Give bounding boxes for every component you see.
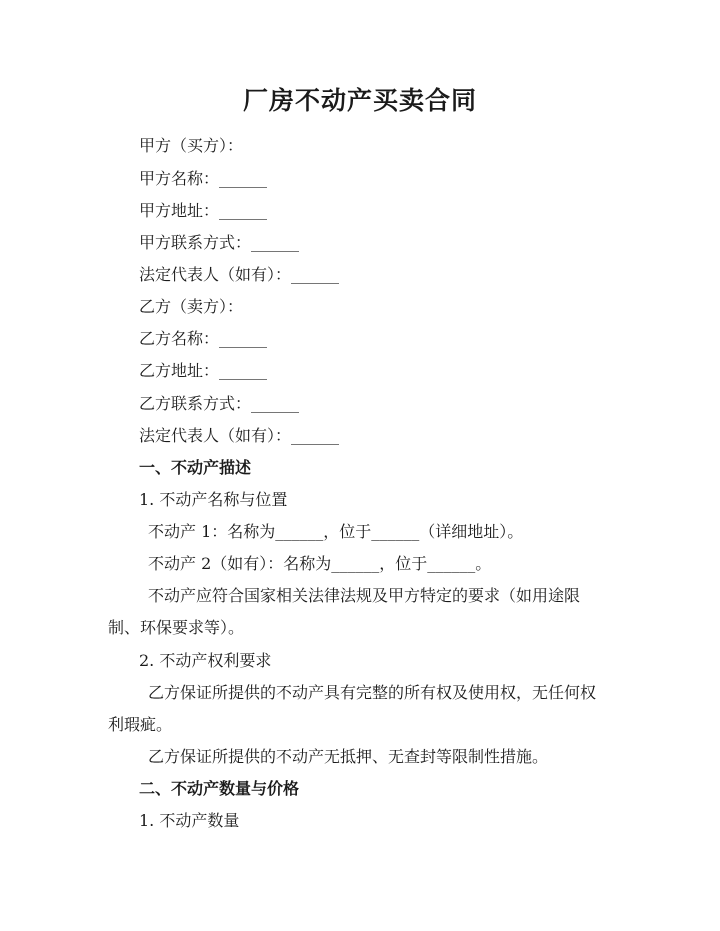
party-b-legal-rep: 法定代表人（如有）：______ — [139, 426, 340, 445]
rights-paragraph-line-2: 利瑕疵。 — [108, 715, 173, 734]
party-a-contact: 甲方联系方式：______ — [139, 233, 300, 252]
party-b-heading: 乙方（卖方）： — [139, 297, 244, 316]
party-a-name: 甲方名称：______ — [139, 169, 268, 188]
document-title: 厂房不动产买卖合同 — [242, 86, 477, 115]
party-b-name: 乙方名称：______ — [139, 329, 268, 348]
subsection-1-1: 1. 不动产名称与位置 — [139, 490, 288, 509]
subsection-1-2: 2. 不动产权利要求 — [139, 651, 272, 670]
subsection-2-1: 1. 不动产数量 — [139, 811, 240, 830]
party-a-address: 甲方地址：______ — [139, 201, 268, 220]
no-encumbrance-paragraph: 乙方保证所提供的不动产无抵押、无查封等限制性措施。 — [148, 747, 549, 766]
compliance-paragraph-line-1: 不动产应符合国家相关法律法规及甲方特定的要求（如用途限 — [148, 586, 581, 605]
section-1-heading: 一、不动产描述 — [139, 458, 252, 477]
party-b-contact: 乙方联系方式：______ — [139, 394, 300, 413]
party-b-address: 乙方地址：______ — [139, 361, 268, 380]
section-2-heading: 二、不动产数量与价格 — [139, 779, 300, 798]
party-a-heading: 甲方（买方）： — [139, 136, 244, 155]
party-a-legal-rep: 法定代表人（如有）：______ — [139, 265, 340, 284]
compliance-paragraph-line-2: 制、环保要求等）。 — [108, 618, 245, 637]
rights-paragraph-line-1: 乙方保证所提供的不动产具有完整的所有权及使用权，无任何权 — [148, 683, 597, 702]
property-1-line: 不动产 1：名称为______，位于______（详细地址）。 — [148, 522, 524, 541]
property-2-line: 不动产 2（如有）：名称为______，位于______。 — [148, 554, 492, 573]
